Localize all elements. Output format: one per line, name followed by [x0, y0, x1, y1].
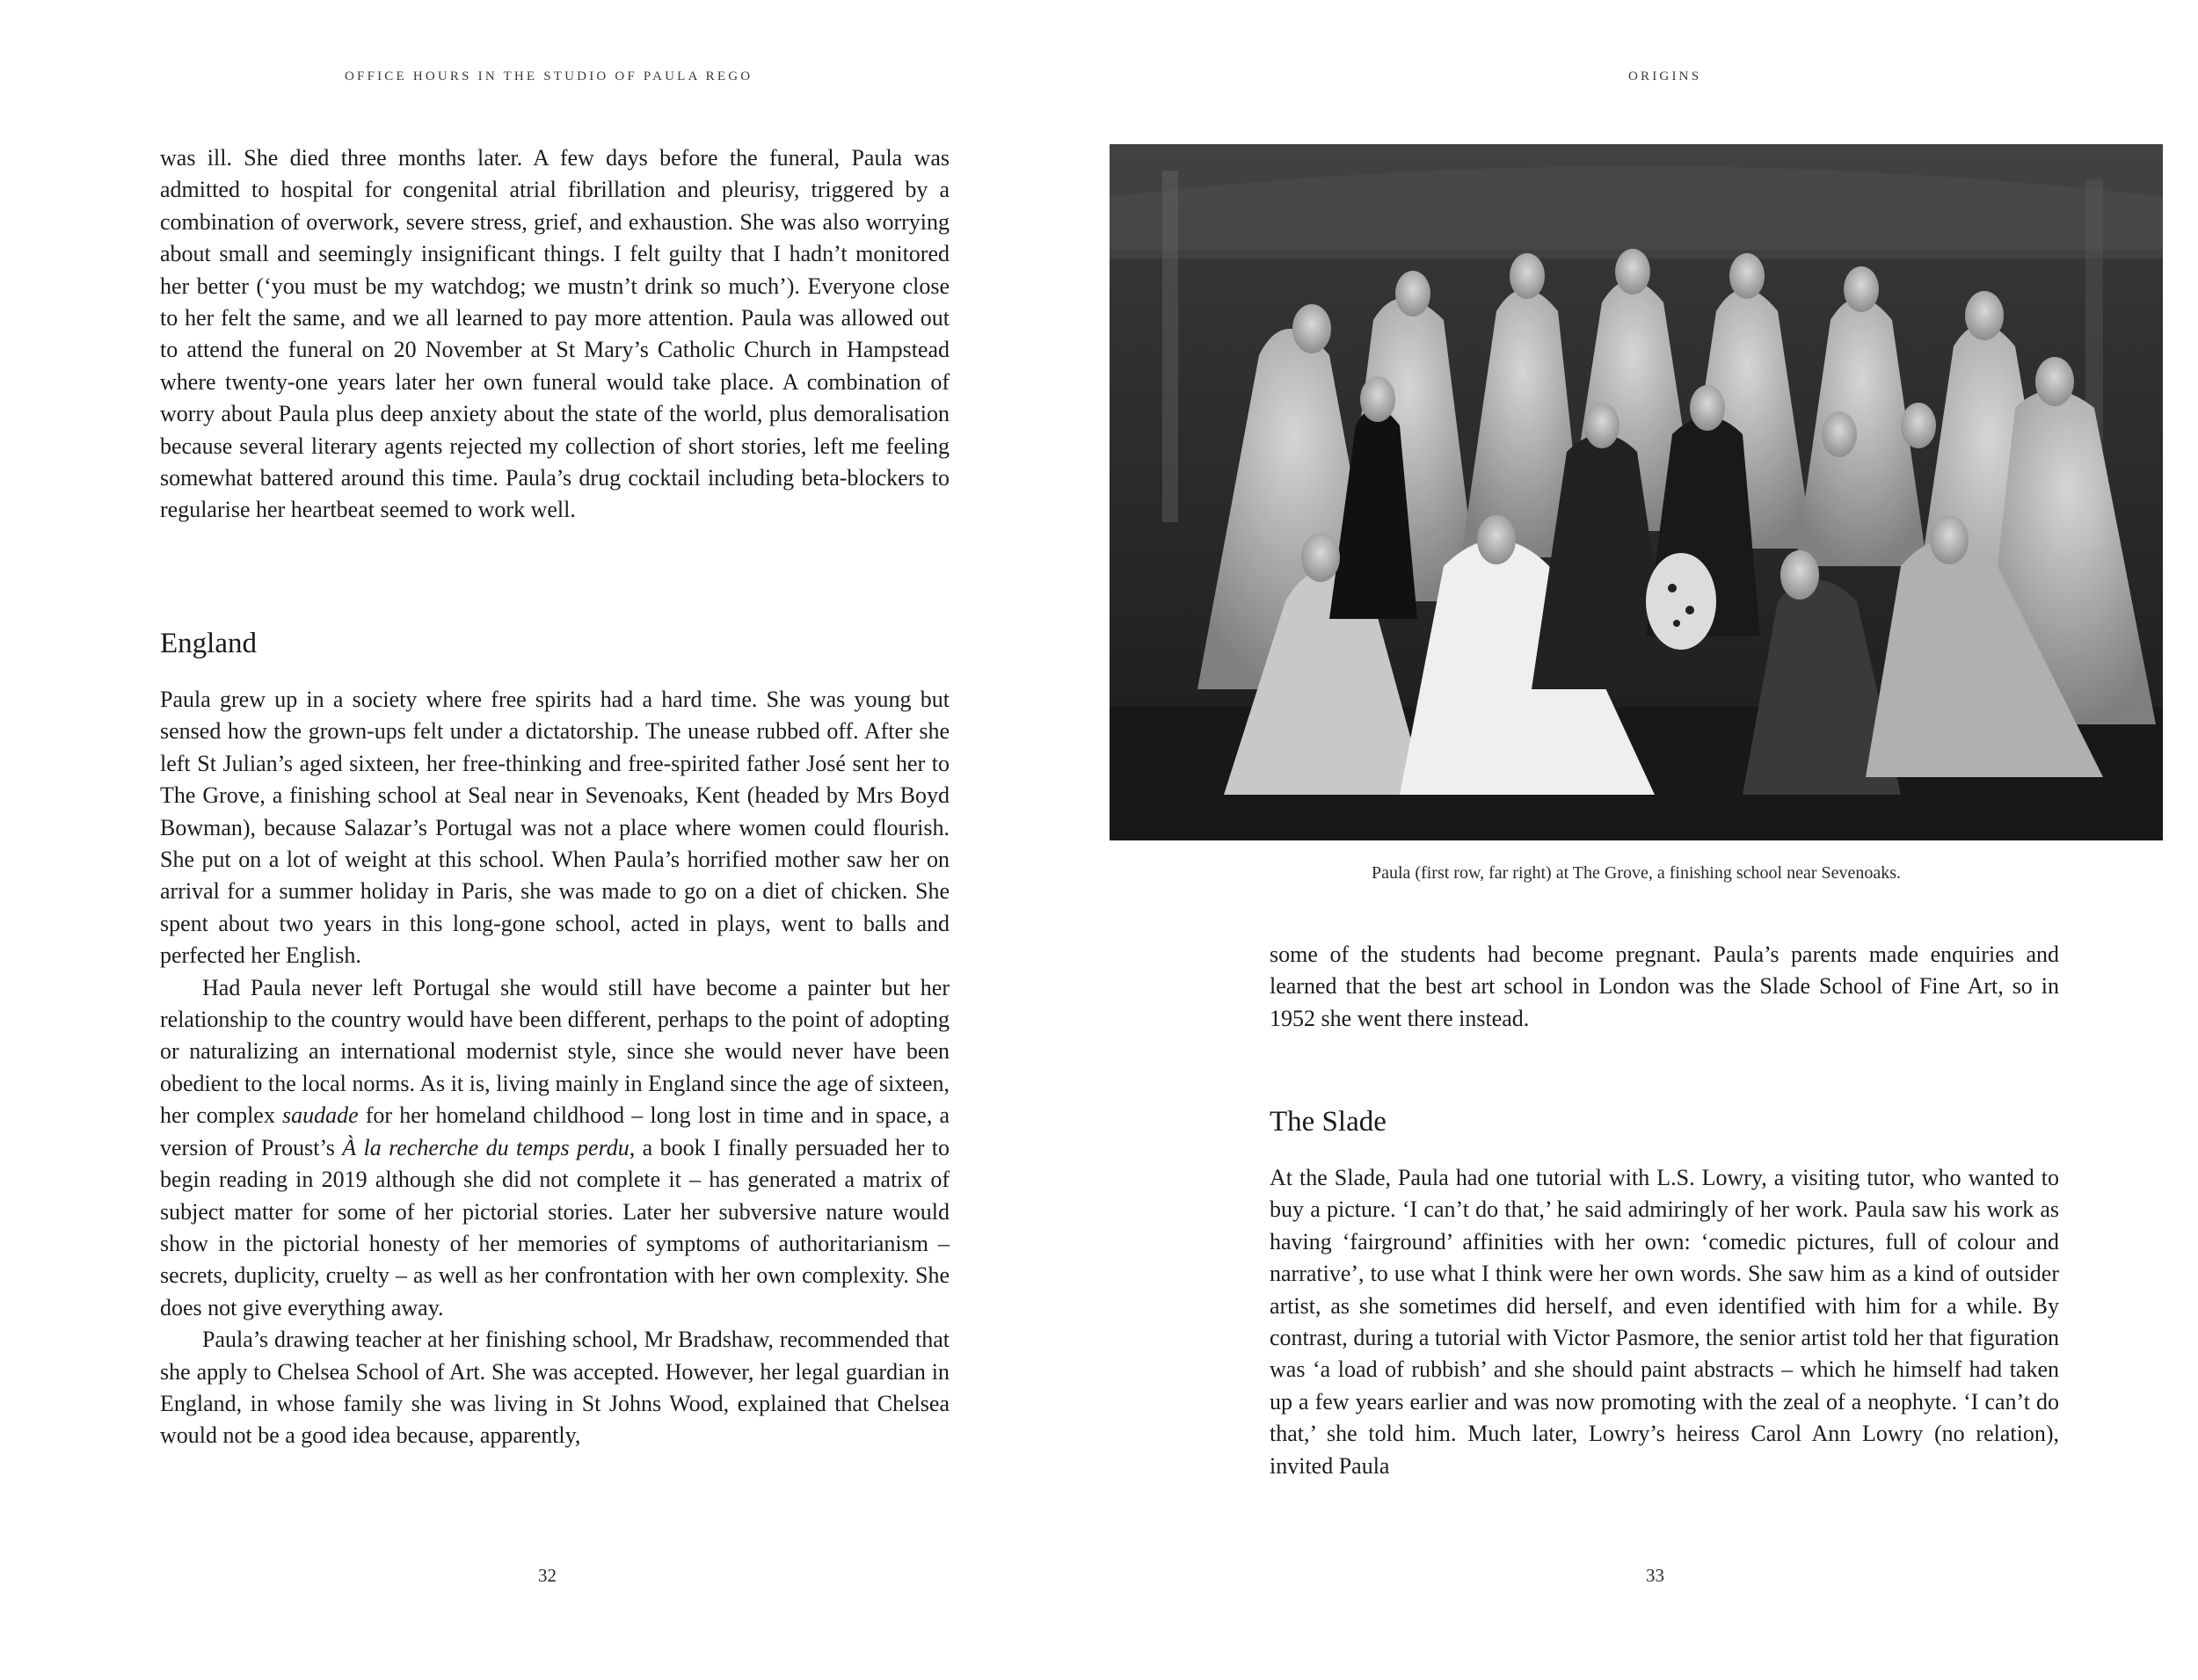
- paragraph: some of the students had become pregnant. Paula’s parents made enquiries and learned that the best art school in London was the Slade School of Fine Art, so in 1952 she went there instead.: [1270, 942, 2059, 1031]
- paragraph-text: , a book I finally persuaded her to begin reading in 2019 although she did not complete it – has generated a matrix of subject matter for some of her pictorial stories. Later her subversive nature would show in the pictorial honesty of her memories of symptoms of authoritarianism – secrets, duplicity, cruelty – as well as her confrontation with her own complexity. She does not give everything away.: [160, 1134, 950, 1320]
- running-head-right: ORIGINS: [1628, 69, 1702, 84]
- paragraph-text: for her homeland childhood – long lost in time and in space, a version of Proust’s: [160, 1102, 950, 1160]
- paragraph: At the Slade, Paula had one tutorial with L.S. Lowry, a visiting tutor, who wanted to buy a picture. ‘I can’t do that,’ he said admiringly of her work. Paula saw his work as having ‘fairground’ affinities with her own: ‘comedic pictures, full of colour and narrative’, to use what I think were her own words. She saw him as a kind of outsider artist, as she sometimes did herself, and even identified with him for a while. By contrast, during a tutorial with Victor Pasmore, the senior artist told her that figuration was ‘a load of rubbish’ and she should paint abstracts – which he himself had taken up a few years earlier and was now promoting with the zeal of a neophyte. ‘I can’t do that,’ she told him. Much later, Lowry’s heiress Carol Ann Lowry (no relation), invited Paula: [1270, 1165, 2059, 1479]
- book-title: À la recherche du temps perdu: [342, 1134, 630, 1160]
- paragraph: [160, 972, 950, 1324]
- paragraph-text: Had Paula never left Portugal she would still have become a painter but her relationship to the country would have been different, perhaps to the point of adopting or naturalizing an international modernist style, since she would never have been obedient to the local norms. As it is, living mainly in England since the age of sixteen, her complex: [160, 974, 950, 1129]
- right-text-block-bottom: [1270, 1162, 2059, 1482]
- photo-caption: Paula (first row, far right) at The Grove, a finishing school near Sevenoaks.: [1371, 863, 1902, 883]
- italic-word: saudade: [281, 1102, 359, 1129]
- left-text-block-bottom: [160, 684, 950, 1452]
- group-photograph: [1110, 144, 2163, 840]
- photo-illustration: [1110, 144, 2163, 840]
- paragraph: Paula’s drawing teacher at her finishing school, Mr Bradshaw, recommended that she apply to Chelsea School of Art. She was accepted. However, her legal guardian in England, in whose family she was living in St Johns Wood, explained that Chelsea would not be a good idea because, apparently,: [160, 1327, 950, 1449]
- left-text-block-top: [160, 142, 950, 527]
- page-number-left: 32: [538, 1565, 557, 1586]
- page-number-right: 33: [1646, 1565, 1664, 1586]
- paragraph: Paula grew up in a society where free spirits had a hard time. She was young but sensed how the grown-ups felt under a dictatorship. The unease rubbed off. After she left St Julian’s aged sixteen, her free-thinking and free-spirited father José sent her to The Grove, a finishing school at Seal near in Sevenoaks, Kent (headed by Mrs Boyd Bowman), because Salazar’s Portugal was not a place where women could flourish. She put on a lot of weight at this school. When Paula’s horrified mother saw her on arrival for a summer holiday in Paris, she was made to go on a diet of chicken. She spent about two years in this long-gone school, acted in plays, went to balls and perfected her English.: [160, 687, 950, 969]
- section-heading-england: England: [160, 628, 257, 659]
- running-head-left: OFFICE HOURS IN THE STUDIO OF PAULA REGO: [345, 69, 753, 84]
- section-heading-slade: The Slade: [1270, 1106, 1386, 1138]
- right-text-block-top: [1270, 939, 2059, 1035]
- paragraph: was ill. She died three months later. A few days before the funeral, Paula was admitted to hospital for congenital atrial fibrillation and pleurisy, triggered by a combination of overwork, severe stress, grief, and exhaustion. She was also worrying about small and seemingly insignificant things. I felt guilty that I hadn’t monitored her better (‘you must be my watchdog; we mustn’t drink so much’). Everyone close to her felt the same, and we all learned to pay more attention. Paula was allowed out to attend the funeral on 20 November at St Mary’s Catholic Church in Hampstead where twenty-one years later her own funeral would take place. A combination of worry about Paula plus deep anxiety about the state of the world, plus demoralisation because several literary agents rejected my collection of short stories, left me feeling somewhat battered around this time. Paula’s drug cocktail including beta-blockers to regularise her heartbeat seemed to work well.: [160, 145, 950, 523]
